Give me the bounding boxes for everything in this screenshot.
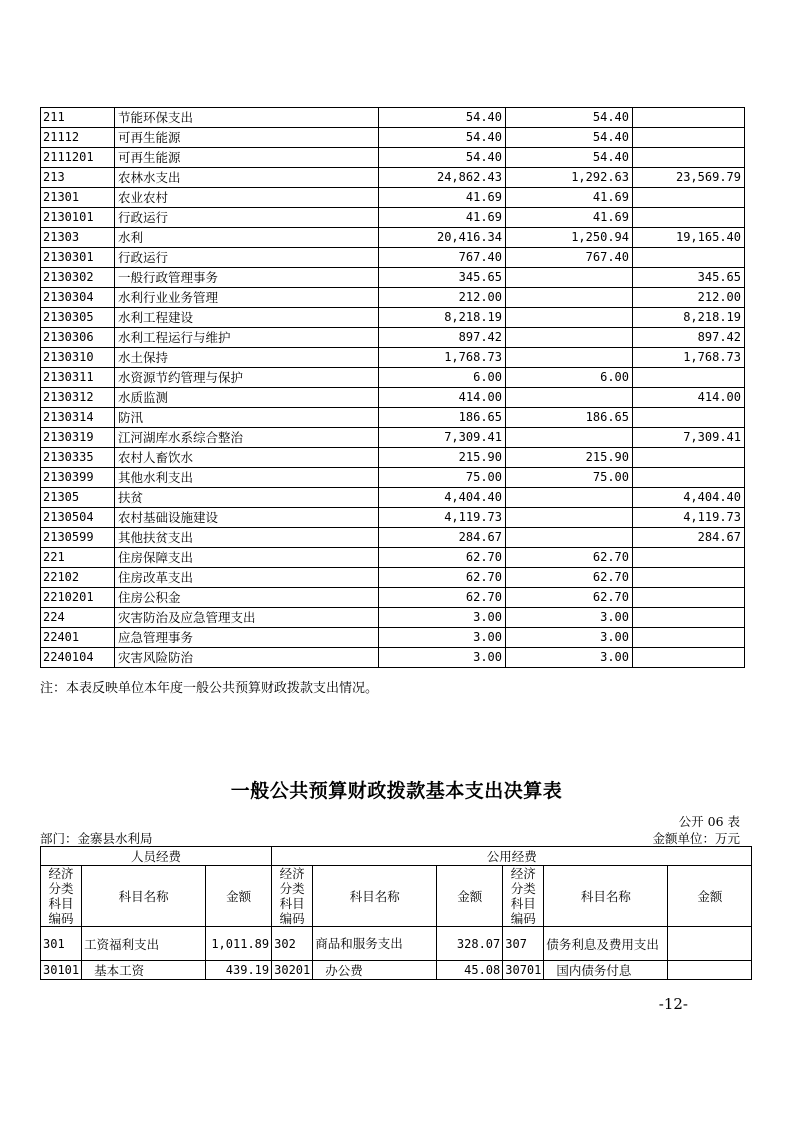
row-total: 20,416.34 (379, 228, 506, 248)
row-amount (668, 961, 752, 980)
row-basic (506, 288, 633, 308)
row-project: 23,569.79 (633, 168, 745, 188)
basic-expenditure-table (40, 846, 752, 980)
page-title: 一般公共预算财政拨款基本支出决算表 (230, 780, 563, 802)
row-total: 62.70 (379, 568, 506, 588)
header-code: 经济分类科目编码 (41, 866, 82, 927)
row-code: 2130311 (41, 368, 115, 388)
table-row (41, 548, 745, 568)
table-row (41, 368, 745, 388)
row-basic: 1,292.63 (506, 168, 633, 188)
row-project: 1,768.73 (633, 348, 745, 368)
row-basic (506, 348, 633, 368)
row-basic: 3.00 (506, 628, 633, 648)
expenditure-table (40, 107, 745, 668)
group-header-row (41, 847, 752, 866)
row-total: 1,768.73 (379, 348, 506, 368)
row-code: 213 (41, 168, 115, 188)
table-row (41, 168, 745, 188)
row-project (633, 148, 745, 168)
department-label: 部门：金寨县水利局 (40, 831, 153, 846)
row-project: 284.67 (633, 528, 745, 548)
table-row (41, 927, 752, 961)
row-basic: 54.40 (506, 148, 633, 168)
row-project (633, 568, 745, 588)
row-amount: 328.07 (437, 927, 503, 961)
row-code: 2130504 (41, 508, 115, 528)
row-basic (506, 388, 633, 408)
row-name: 水质监测 (115, 388, 379, 408)
table-row (41, 348, 745, 368)
row-name: 水利工程运行与维护 (115, 328, 379, 348)
table-row (41, 188, 745, 208)
row-basic (506, 508, 633, 528)
row-total: 54.40 (379, 108, 506, 128)
row-project (633, 548, 745, 568)
row-total: 41.69 (379, 208, 506, 228)
row-basic: 75.00 (506, 468, 633, 488)
row-code: 221 (41, 548, 115, 568)
row-total: 41.69 (379, 188, 506, 208)
row-code: 2130306 (41, 328, 115, 348)
header-name: 科目名称 (82, 866, 206, 927)
row-basic: 1,250.94 (506, 228, 633, 248)
row-code: 22102 (41, 568, 115, 588)
row-code: 2130301 (41, 248, 115, 268)
row-code: 2130310 (41, 348, 115, 368)
row-basic (506, 488, 633, 508)
header-code: 经济分类科目编码 (503, 866, 544, 927)
row-code: 2130101 (41, 208, 115, 228)
row-code: 21305 (41, 488, 115, 508)
table-row (41, 288, 745, 308)
row-code: 21112 (41, 128, 115, 148)
group-personnel: 人员经费 (41, 847, 272, 866)
table-row (41, 608, 745, 628)
row-project (633, 108, 745, 128)
header-code: 经济分类科目编码 (272, 866, 313, 927)
expenditure-table-body (41, 108, 745, 668)
row-name: 商品和服务支出 (313, 927, 437, 961)
table-row (41, 488, 745, 508)
row-total: 7,309.41 (379, 428, 506, 448)
row-code: 30101 (41, 961, 82, 980)
row-project (633, 628, 745, 648)
row-project: 4,404.40 (633, 488, 745, 508)
table-row (41, 148, 745, 168)
row-total: 897.42 (379, 328, 506, 348)
row-project (633, 208, 745, 228)
row-project: 414.00 (633, 388, 745, 408)
row-code: 2111201 (41, 148, 115, 168)
row-code: 2130399 (41, 468, 115, 488)
row-code: 2130599 (41, 528, 115, 548)
row-name: 灾害防治及应急管理支出 (115, 608, 379, 628)
row-code: 2210201 (41, 588, 115, 608)
table-note: 注：本表反映单位本年度一般公共预算财政拨款支出情况。 (40, 681, 379, 696)
row-name: 行政运行 (115, 248, 379, 268)
row-name: 江河湖库水系综合整治 (115, 428, 379, 448)
row-code: 30201 (272, 961, 313, 980)
row-basic: 186.65 (506, 408, 633, 428)
row-project (633, 368, 745, 388)
row-name: 其他扶贫支出 (115, 528, 379, 548)
row-project: 212.00 (633, 288, 745, 308)
row-code: 307 (503, 927, 544, 961)
row-name: 农村基础设施建设 (115, 508, 379, 528)
row-project (633, 188, 745, 208)
column-header-row (41, 866, 752, 927)
table-row (41, 128, 745, 148)
row-code: 2130304 (41, 288, 115, 308)
row-project (633, 448, 745, 468)
row-code: 211 (41, 108, 115, 128)
row-code: 30701 (503, 961, 544, 980)
row-project: 8,218.19 (633, 308, 745, 328)
table-row (41, 961, 752, 980)
row-name: 住房公积金 (115, 588, 379, 608)
table-row (41, 428, 745, 448)
row-project (633, 408, 745, 428)
row-name: 其他水利支出 (115, 468, 379, 488)
row-code: 21303 (41, 228, 115, 248)
row-code: 301 (41, 927, 82, 961)
row-code: 2130312 (41, 388, 115, 408)
row-code: 21301 (41, 188, 115, 208)
row-total: 3.00 (379, 648, 506, 668)
row-code: 2130335 (41, 448, 115, 468)
row-name: 水利行业业务管理 (115, 288, 379, 308)
unit-label: 金额单位：万元 (652, 831, 740, 846)
row-name: 水土保持 (115, 348, 379, 368)
row-basic: 41.69 (506, 188, 633, 208)
row-basic: 54.40 (506, 128, 633, 148)
row-code: 2130319 (41, 428, 115, 448)
row-basic: 3.00 (506, 648, 633, 668)
table-row (41, 468, 745, 488)
row-basic: 54.40 (506, 108, 633, 128)
table-row (41, 328, 745, 348)
row-total: 4,119.73 (379, 508, 506, 528)
row-name: 债务利息及费用支出 (544, 927, 668, 961)
table-tag: 公开 06 表 (678, 814, 740, 829)
row-project (633, 648, 745, 668)
row-name: 工资福利支出 (82, 927, 206, 961)
row-total: 8,218.19 (379, 308, 506, 328)
row-name: 国内债务付息 (544, 961, 668, 980)
table-row (41, 228, 745, 248)
row-project (633, 608, 745, 628)
group-public: 公用经费 (272, 847, 752, 866)
table-row (41, 108, 745, 128)
row-total: 75.00 (379, 468, 506, 488)
row-basic: 62.70 (506, 568, 633, 588)
row-total: 186.65 (379, 408, 506, 428)
row-name: 灾害风险防治 (115, 648, 379, 668)
row-total: 4,404.40 (379, 488, 506, 508)
row-total: 3.00 (379, 628, 506, 648)
header-amount: 金额 (437, 866, 503, 927)
row-amount: 45.08 (437, 961, 503, 980)
table-row (41, 528, 745, 548)
row-basic: 6.00 (506, 368, 633, 388)
table-row (41, 408, 745, 428)
row-amount: 1,011.89 (206, 927, 272, 961)
table-row (41, 268, 745, 288)
row-name: 住房保障支出 (115, 548, 379, 568)
table-row (41, 448, 745, 468)
row-code: 2130305 (41, 308, 115, 328)
table-row (41, 568, 745, 588)
header-name: 科目名称 (544, 866, 668, 927)
row-basic (506, 268, 633, 288)
row-basic: 62.70 (506, 588, 633, 608)
row-name: 应急管理事务 (115, 628, 379, 648)
row-total: 215.90 (379, 448, 506, 468)
row-name: 可再生能源 (115, 128, 379, 148)
row-basic: 3.00 (506, 608, 633, 628)
row-total: 284.67 (379, 528, 506, 548)
header-name: 科目名称 (313, 866, 437, 927)
row-total: 62.70 (379, 588, 506, 608)
row-project (633, 468, 745, 488)
table-row (41, 508, 745, 528)
row-code: 2130302 (41, 268, 115, 288)
row-name: 一般行政管理事务 (115, 268, 379, 288)
table-row (41, 248, 745, 268)
row-total: 414.00 (379, 388, 506, 408)
row-code: 224 (41, 608, 115, 628)
row-name: 水资源节约管理与保护 (115, 368, 379, 388)
row-basic: 62.70 (506, 548, 633, 568)
row-basic: 41.69 (506, 208, 633, 228)
table-row (41, 208, 745, 228)
table-row (41, 588, 745, 608)
row-basic (506, 528, 633, 548)
row-name: 办公费 (313, 961, 437, 980)
row-code: 2130314 (41, 408, 115, 428)
row-basic: 767.40 (506, 248, 633, 268)
row-total: 3.00 (379, 608, 506, 628)
row-code: 22401 (41, 628, 115, 648)
row-basic: 215.90 (506, 448, 633, 468)
row-name: 农村人畜饮水 (115, 448, 379, 468)
row-code: 2240104 (41, 648, 115, 668)
row-project: 897.42 (633, 328, 745, 348)
row-name: 基本工资 (82, 961, 206, 980)
row-amount: 439.19 (206, 961, 272, 980)
row-total: 767.40 (379, 248, 506, 268)
table-row (41, 628, 745, 648)
row-total: 54.40 (379, 128, 506, 148)
row-name: 可再生能源 (115, 148, 379, 168)
row-project: 19,165.40 (633, 228, 745, 248)
row-project (633, 588, 745, 608)
row-total: 62.70 (379, 548, 506, 568)
row-name: 水利 (115, 228, 379, 248)
row-name: 水利工程建设 (115, 308, 379, 328)
row-basic (506, 308, 633, 328)
row-name: 行政运行 (115, 208, 379, 228)
header-amount: 金额 (668, 866, 752, 927)
table-row (41, 388, 745, 408)
row-total: 24,862.43 (379, 168, 506, 188)
row-name: 节能环保支出 (115, 108, 379, 128)
row-total: 6.00 (379, 368, 506, 388)
row-name: 农业农村 (115, 188, 379, 208)
row-name: 农林水支出 (115, 168, 379, 188)
row-basic (506, 328, 633, 348)
table-row (41, 308, 745, 328)
row-project: 7,309.41 (633, 428, 745, 448)
row-project (633, 248, 745, 268)
row-code: 302 (272, 927, 313, 961)
row-amount (668, 927, 752, 961)
row-project: 4,119.73 (633, 508, 745, 528)
row-total: 345.65 (379, 268, 506, 288)
row-basic (506, 428, 633, 448)
row-total: 54.40 (379, 148, 506, 168)
row-total: 212.00 (379, 288, 506, 308)
header-amount: 金额 (206, 866, 272, 927)
row-name: 住房改革支出 (115, 568, 379, 588)
table-row (41, 648, 745, 668)
page-number: -12- (658, 995, 688, 1013)
row-name: 防汛 (115, 408, 379, 428)
row-project: 345.65 (633, 268, 745, 288)
row-project (633, 128, 745, 148)
row-name: 扶贫 (115, 488, 379, 508)
